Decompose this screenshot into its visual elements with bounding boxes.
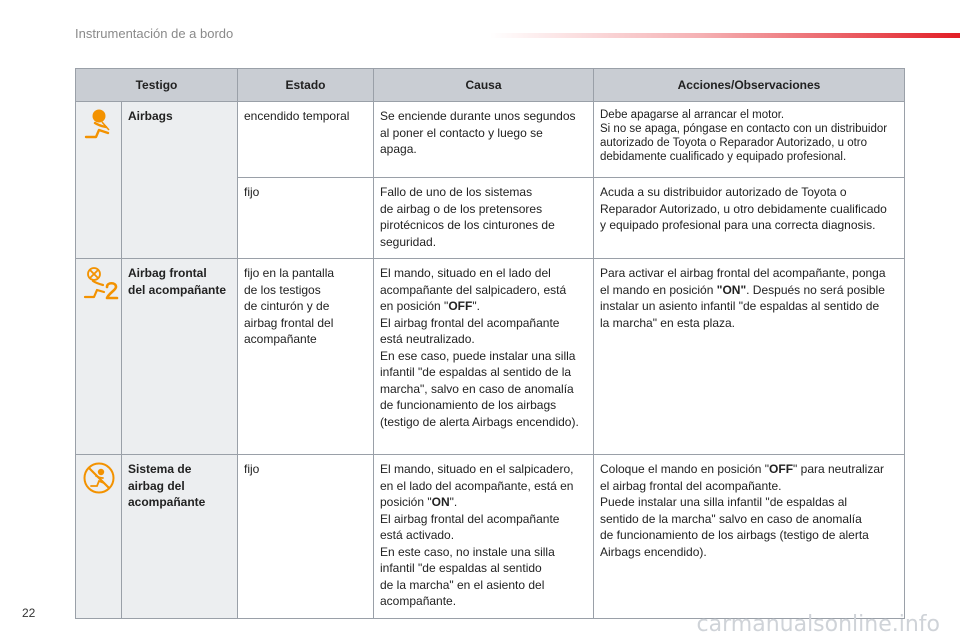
estado-cell: fijo — [238, 455, 374, 619]
causa-highlight: ON — [431, 495, 450, 509]
estado-cell: fijo — [238, 178, 374, 259]
causa-highlight: OFF — [448, 299, 473, 313]
testigo-icon-cell — [76, 102, 122, 259]
acciones-highlight: "ON" — [716, 282, 747, 297]
airbag-warning-icon — [82, 108, 118, 145]
header-accent-bar — [490, 33, 960, 38]
causa-text: ". El airbag frontal del acompañante está activado. En este caso, no instale una silla infantil "de espaldas al sentido de la marcha" en el asiento del acompañante. — [380, 495, 560, 608]
acciones-text: Para activar el airbag frontal del acompañante, ponga el mando en posición — [600, 266, 886, 297]
column-header-causa: Causa — [374, 69, 594, 102]
acciones-text: Coloque el mando en posición " — [600, 462, 770, 476]
causa-text: El mando, situado en el lado del acompañante del salpicadero, está en posición " — [380, 266, 567, 313]
warning-lights-table — [75, 68, 905, 619]
acciones-cell: Acuda a su distribuidor autorizado de Toyota o Reparador Autorizado, u otro debidamente cualificado y equipado profesional para una correcta diagnosis. — [594, 178, 905, 259]
airbag-system-disabled-icon — [82, 461, 116, 500]
watermark: carmanualsonline.info — [696, 612, 940, 637]
column-header-testigo: Testigo — [76, 69, 238, 102]
estado-cell: fijo en la pantalla de los testigos de cinturón y de airbag frontal del acompañante — [238, 259, 374, 455]
acciones-cell — [594, 259, 905, 455]
acciones-text: . Después no será posible instalar un asiento infantil "de espaldas al sentido de la marcha" en esta plaza. — [600, 282, 885, 330]
table-row — [76, 455, 905, 619]
table-row — [76, 102, 905, 178]
acciones-cell: Debe apagarse al arrancar el motor. Si no se apaga, póngase en contacto con un distribuidor autorizado de Toyota o Reparador Autorizado, u otro debidamente cualificado y equipado profesional. — [594, 102, 905, 178]
page-number: 22 — [22, 606, 36, 620]
table-row — [76, 259, 905, 455]
column-header-acciones: Acciones/Observaciones — [594, 69, 905, 102]
testigo-name-passenger-airbag-system: Sistema de airbag del acompañante — [122, 455, 238, 619]
acciones-cell — [594, 455, 905, 619]
column-header-estado: Estado — [238, 69, 374, 102]
causa-text: ". El airbag frontal del acompañante está neutralizado. En ese caso, puede instalar una silla infantil "de espaldas al sentido de la marcha", salvo en caso de anomalía de funcionamiento de los airbags (testigo de alerta Airbags encendido). — [380, 299, 579, 429]
causa-text: El mando, situado en el salpicadero, en el lado del acompañante, está en posición " — [380, 462, 574, 509]
estado-cell: encendido temporal — [238, 102, 374, 178]
causa-cell — [374, 455, 594, 619]
testigo-icon-cell — [76, 455, 122, 619]
causa-cell: Se enciende durante unos segundos al poner el contacto y luego se apaga. — [374, 102, 594, 178]
causa-cell — [374, 259, 594, 455]
causa-cell: Fallo de uno de los sistemas de airbag o de los pretensores pirotécnicos de los cinturones de seguridad. — [374, 178, 594, 259]
table-header-row — [76, 69, 905, 102]
testigo-name-passenger-airbag: Airbag frontal del acompañante — [122, 259, 238, 455]
page-header-title: Instrumentación de a bordo — [75, 26, 234, 41]
acciones-text: " para neutralizar el airbag frontal del acompañante. Puede instalar una silla infantil "de espaldas al sentido de la marcha" salvo en caso de anomalía de funcionamiento de los airbags (testigo de alerta Airbags encendido). — [600, 462, 885, 559]
passenger-airbag-off-icon — [82, 265, 120, 306]
testigo-name-airbags: Airbags — [122, 102, 238, 259]
testigo-icon-cell — [76, 259, 122, 455]
acciones-highlight: OFF — [769, 462, 794, 476]
